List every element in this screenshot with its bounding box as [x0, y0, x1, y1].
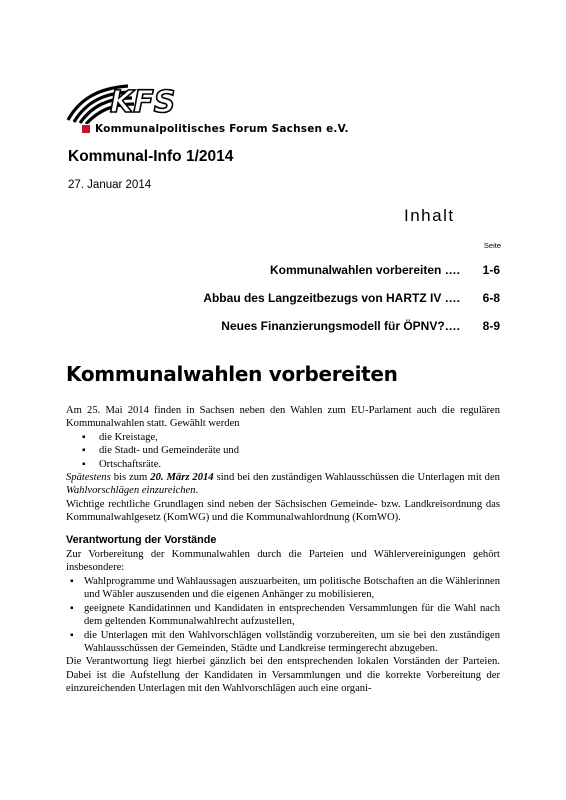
issue-title: Kommunal-Info 1/2014	[68, 148, 234, 165]
toc-item-title: Neues Finanzierungsmodell für ÖPNV?….	[221, 319, 460, 333]
toc-item[interactable]	[270, 263, 500, 277]
toc-item-pages: 8-9	[482, 319, 500, 333]
toc-item[interactable]	[203, 291, 500, 305]
subheading: Verantwortung der Vorstände	[66, 533, 217, 546]
paragraph-text: .	[195, 485, 199, 497]
list-item: ▪ Ortschaftsräte.	[66, 458, 500, 471]
toc-item-pages: 6-8	[482, 291, 500, 305]
paragraph-text: bis zum	[110, 472, 151, 484]
toc-item[interactable]	[221, 319, 500, 333]
deadline-date: 20. März 2014	[150, 472, 214, 484]
list-item: ▪ die Stadt- und Gemeinderäte und	[66, 444, 500, 457]
list-item: ▪ geeignete Kandidatinnen und Kandidaten in entsprechenden Versammlungen für die Wahl nach dem geltenden Kommunalwahlrecht aufzustellen,	[66, 602, 500, 629]
paragraph-text: sind bei den zuständigen Wahlausschüssen die Unterlagen mit den	[213, 472, 500, 484]
list-item: ▪ die Unterlagen mit den Wahlvorschlägen vollständig vorzubereiten, um sie bei den zuständigen Wahlausschüssen der Gemeinden, Städte und Landkreise termingerecht abzugeben.	[66, 629, 500, 656]
emphasis-text: Wahlvorschlägen einzureichen	[66, 485, 196, 497]
section-title: Kommunalwahlen vorbereiten	[66, 362, 398, 386]
toc-item-pages: 1-6	[482, 263, 500, 277]
paragraph: Die Verantwortung liegt hierbei gänzlich bei den entsprechenden lokalen Vorständen der Parteien. Dabei ist die Aufstellung der Kandidaten in Versammlungen und die korrekte Vorbereitung der einzureichenden Unterlagen mit den Wahlvorschlägen auch eine organi-	[66, 656, 500, 695]
logo-subtitle: Kommunalpolitisches Forum Sachsen e.V.	[95, 123, 349, 135]
logo-red-square	[82, 125, 90, 133]
bullet-list	[66, 575, 500, 655]
paragraph: Am 25. Mai 2014 finden in Sachsen neben den Wahlen zum EU-Parlament auch die regulären Kommunalwahlen statt. Gewählt werden	[66, 405, 500, 430]
kfs-logo-graphic	[66, 80, 176, 124]
toc-page-label: Seite	[483, 241, 501, 250]
emphasis-text: Spätestens	[66, 472, 111, 484]
toc-heading: Inhalt	[404, 206, 455, 225]
list-item: ▪ die Kreistage,	[66, 431, 500, 444]
kfs-logo	[66, 80, 176, 124]
issue-date: 27. Januar 2014	[68, 179, 152, 191]
svg-text:KFS: KFS	[110, 85, 176, 120]
article-body	[66, 404, 500, 696]
paragraph	[66, 471, 500, 498]
toc-item-title: Abbau des Langzeitbezugs von HARTZ IV ….	[203, 291, 460, 305]
logo-subtitle-row	[82, 123, 349, 135]
bullet-list	[66, 431, 500, 471]
toc-item-title: Kommunalwahlen vorbereiten ….	[269, 263, 460, 277]
paragraph: Zur Vorbereitung der Kommunalwahlen durch die Parteien und Wählervereinigungen gehört insbesondere:	[66, 549, 500, 574]
paragraph: Wichtige rechtliche Grundlagen sind neben der Sächsischen Gemeinde- bzw. Landkreisordnung das Kommunalwahlgesetz (KomWG) und die Kommunalwahlordnung (KomWO).	[66, 498, 500, 524]
list-item: ▪ Wahlprogramme und Wahlaussagen auszuarbeiten, um politische Botschaften an die Wählerinnen und Wähler auszusenden und die eigenen Anhänger zu mobilisieren,	[66, 575, 500, 602]
